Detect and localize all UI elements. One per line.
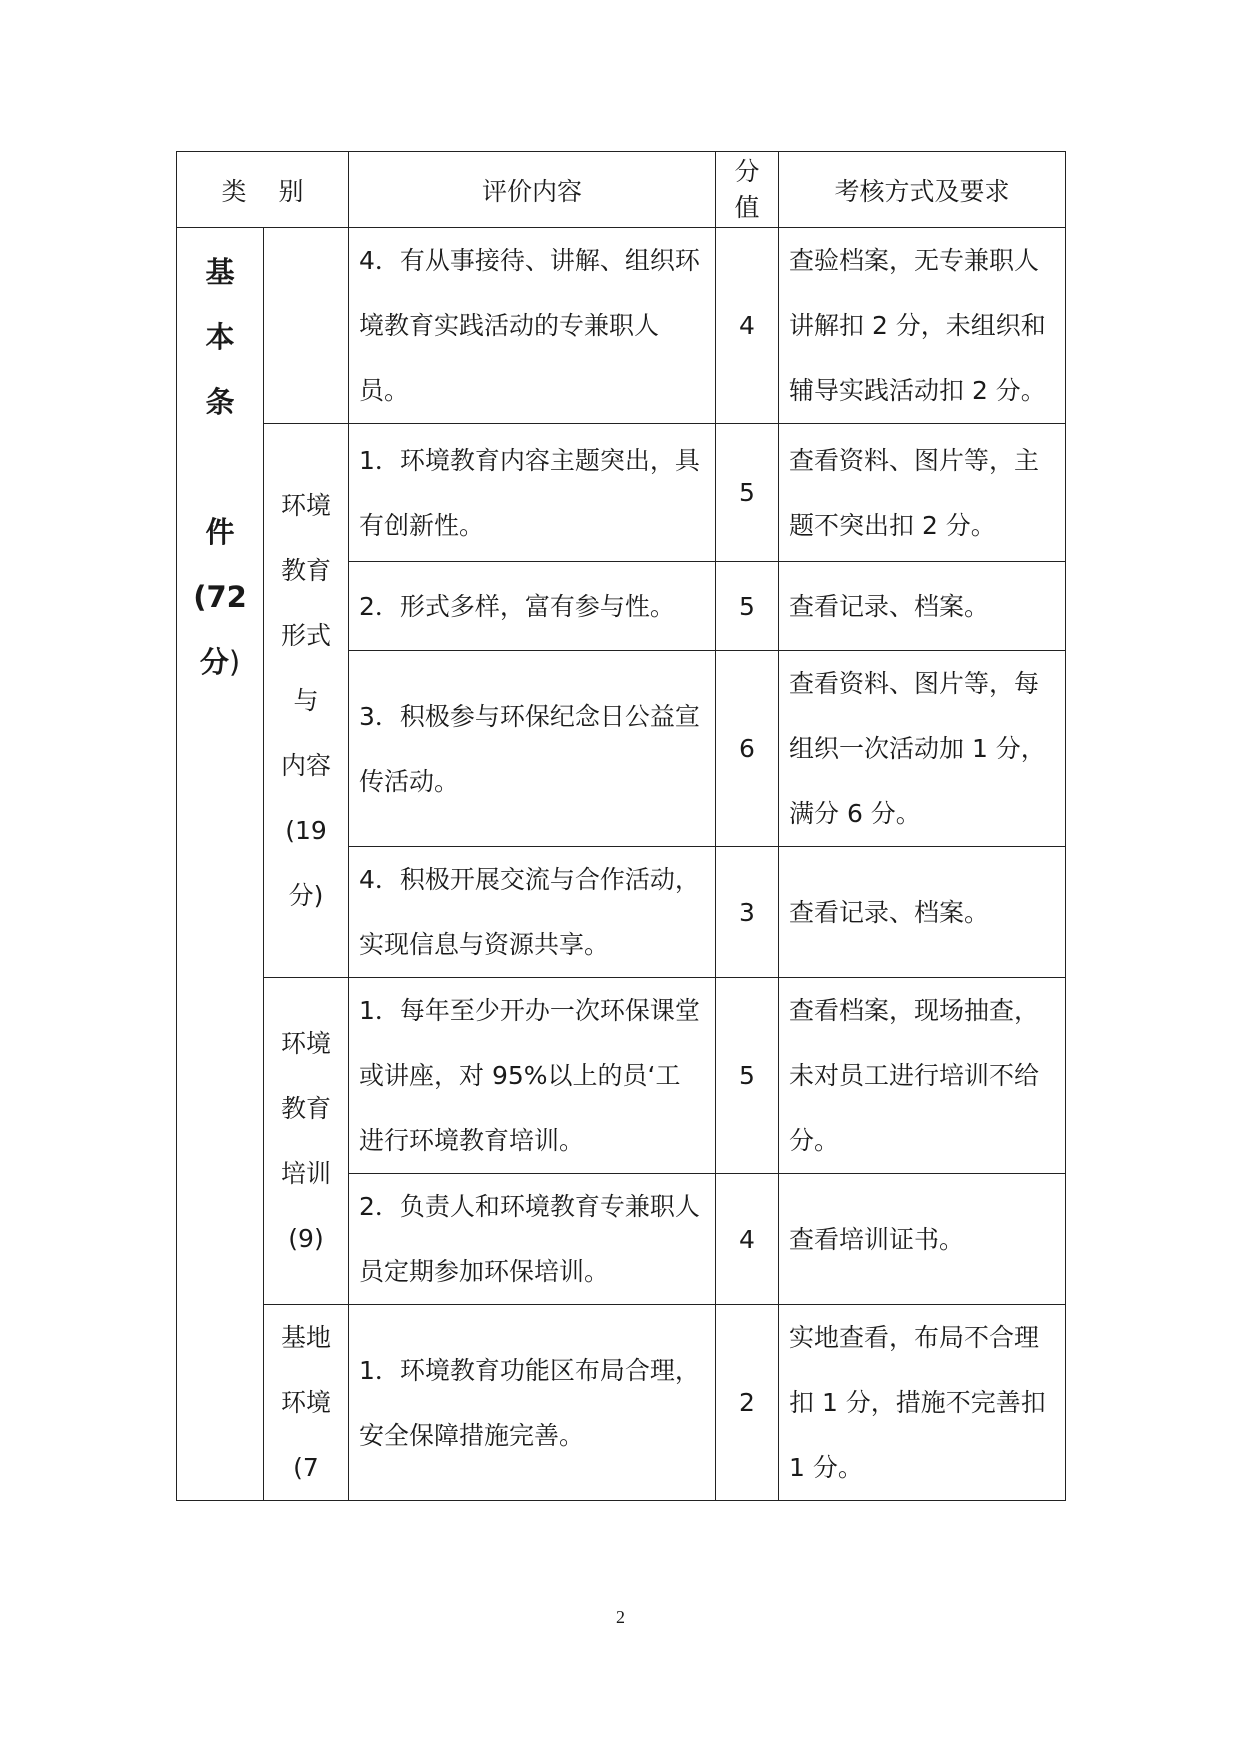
content-cell: 2．形式多样，富有参与性。: [349, 562, 716, 651]
method-cell: 查看资料、图片等，每组织一次活动加 1 分，满分 6 分。: [779, 651, 1066, 847]
method-cell: 实地查看，布局不合理扣 1 分，措施不完善扣 1 分。: [779, 1305, 1066, 1501]
content-cell: 1．环境教育内容主题突出，具有创新性。: [349, 424, 716, 562]
page-number: 2: [616, 1607, 625, 1627]
evaluation-table: [176, 151, 1066, 1501]
content-cell: 3．积极参与环保纪念日公益宣传活动。: [349, 651, 716, 847]
content-cell: 1．每年至少开办一次环保课堂或讲座，对 95%以上的员‘工进行环境教育培训。: [349, 978, 716, 1174]
table-row: [177, 424, 1066, 562]
score-cell: 5: [716, 424, 779, 562]
method-cell: 查看记录、档案。: [779, 847, 1066, 978]
subcategory-empty: [264, 228, 349, 424]
header-content: 评价内容: [349, 152, 716, 228]
subcategory-training: 环境 教育 培训 (9): [264, 978, 349, 1305]
header-method: 考核方式及要求: [779, 152, 1066, 228]
content-cell: 1．环境教育功能区布局合理，安全保障措施完善。: [349, 1305, 716, 1501]
content-cell: 4．积极开展交流与合作活动，实现信息与资源共享。: [349, 847, 716, 978]
method-cell: 查看资料、图片等，主题不突出扣 2 分。: [779, 424, 1066, 562]
table-header-row: [177, 152, 1066, 228]
method-cell: 查看记录、档案。: [779, 562, 1066, 651]
main-category-cell: 基 本 条 件 (72 分): [177, 228, 264, 1501]
method-cell: 查看档案，现场抽查，未对员工进行培训不给分。: [779, 978, 1066, 1174]
table-row: [177, 228, 1066, 424]
score-cell: 4: [716, 1174, 779, 1305]
header-category: 类 别: [177, 152, 349, 228]
score-cell: 6: [716, 651, 779, 847]
content-cell: 4．有从事接待、讲解、组织环境教育实践活动的专兼职人员。: [349, 228, 716, 424]
table-row: [177, 1305, 1066, 1501]
content-cell: 2．负责人和环境教育专兼职人员定期参加环保培训。: [349, 1174, 716, 1305]
table-row: [177, 978, 1066, 1174]
header-score: 分 值: [716, 152, 779, 228]
score-cell: 5: [716, 978, 779, 1174]
score-cell: 3: [716, 847, 779, 978]
score-cell: 4: [716, 228, 779, 424]
score-cell: 5: [716, 562, 779, 651]
method-cell: 查验档案，无专兼职人讲解扣 2 分，未组织和辅导实践活动扣 2 分。: [779, 228, 1066, 424]
method-cell: 查看培训证书。: [779, 1174, 1066, 1305]
subcategory-form-content: 环境 教育 形式 与 内容 (19 分): [264, 424, 349, 978]
score-cell: 2: [716, 1305, 779, 1501]
subcategory-base-environment: 基地 环境 (7: [264, 1305, 349, 1501]
